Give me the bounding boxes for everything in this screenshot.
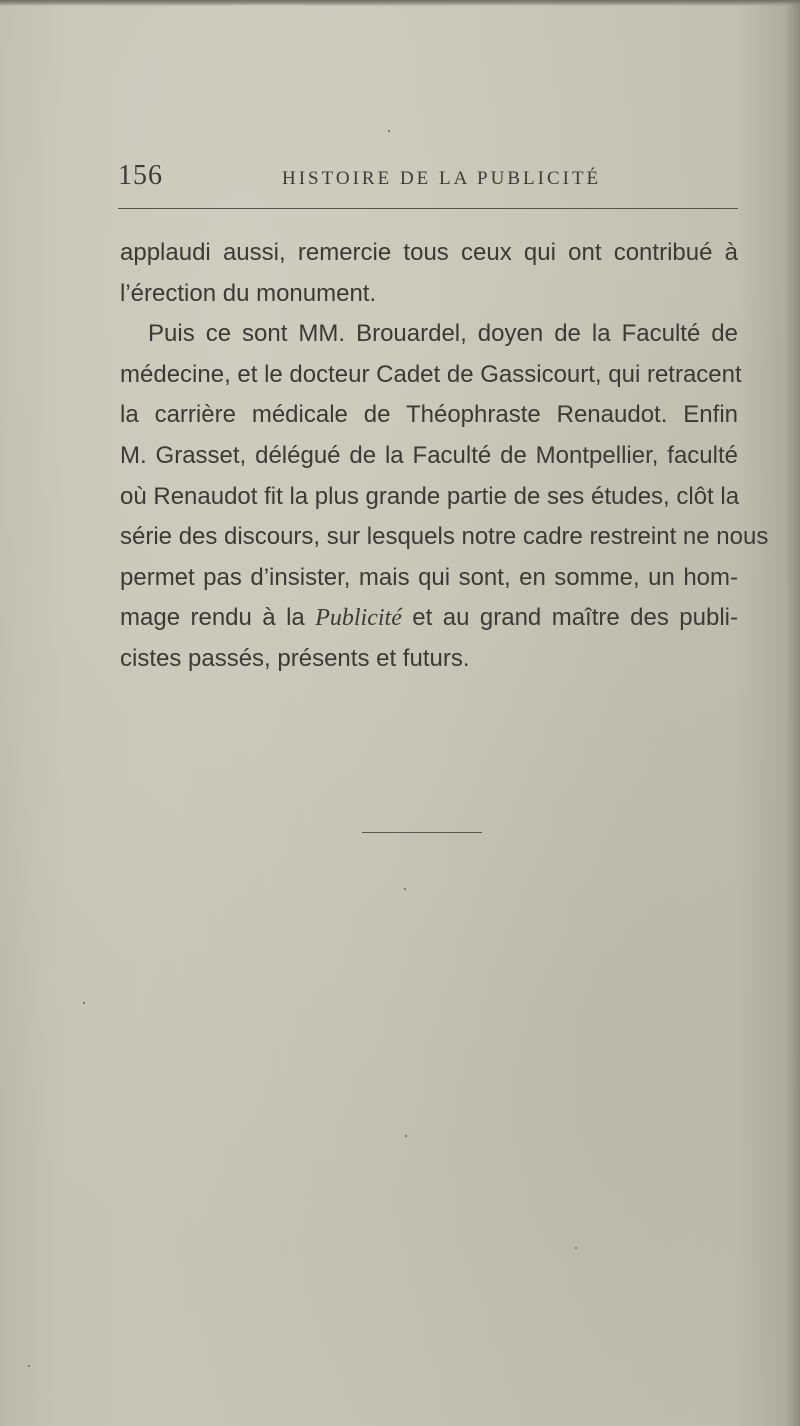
text-segment: et au grand maître des publi- [401, 604, 739, 632]
text-line: permet pas d’insister, mais qui sont, en somme, un hom- [120, 563, 738, 591]
text-line: série des discours, sur lesquels notre cadre restreint ne nous [120, 523, 769, 551]
text-line: cistes passés, présents et futurs. [120, 644, 470, 672]
text-segment: mage rendu à la [120, 604, 316, 632]
text-line: Puis ce sont MM. Brouardel, doyen de la Faculté de [148, 320, 738, 348]
text-line: la carrière médicale de Théophraste Renaudot. Enfin [120, 401, 738, 429]
end-rule [362, 832, 482, 833]
page-number: 156 [118, 160, 163, 191]
paper-speck [28, 1365, 30, 1367]
text-line: médecine, et le docteur Cadet de Gassicourt, qui retracent [120, 360, 742, 388]
paragraph-2 [120, 314, 769, 679]
paper-speck [83, 1002, 85, 1004]
page-top-edge [0, 0, 800, 6]
body-text [120, 233, 769, 680]
paper-speck [404, 888, 406, 890]
running-title: HISTOIRE DE LA PUBLICITÉ [282, 168, 602, 189]
running-header [118, 160, 738, 200]
text-line [120, 598, 738, 639]
italic-term: Publicité [315, 605, 402, 632]
text-line: l’érection du monument. [120, 279, 377, 307]
text-line: applaudi aussi, remercie tous ceux qui ont contribué à [120, 239, 738, 266]
page-right-edge [786, 0, 800, 1426]
text-line: M. Grasset, délégué de la Faculté de Montpellier, faculté [120, 441, 738, 469]
paper-speck [388, 130, 390, 132]
paper-speck [575, 1247, 577, 1249]
paragraph-1 [120, 233, 738, 314]
paper-speck [405, 1135, 407, 1137]
text-line: où Renaudot fit la plus grande partie de ses études, clôt la [120, 482, 740, 510]
header-rule [118, 208, 738, 209]
